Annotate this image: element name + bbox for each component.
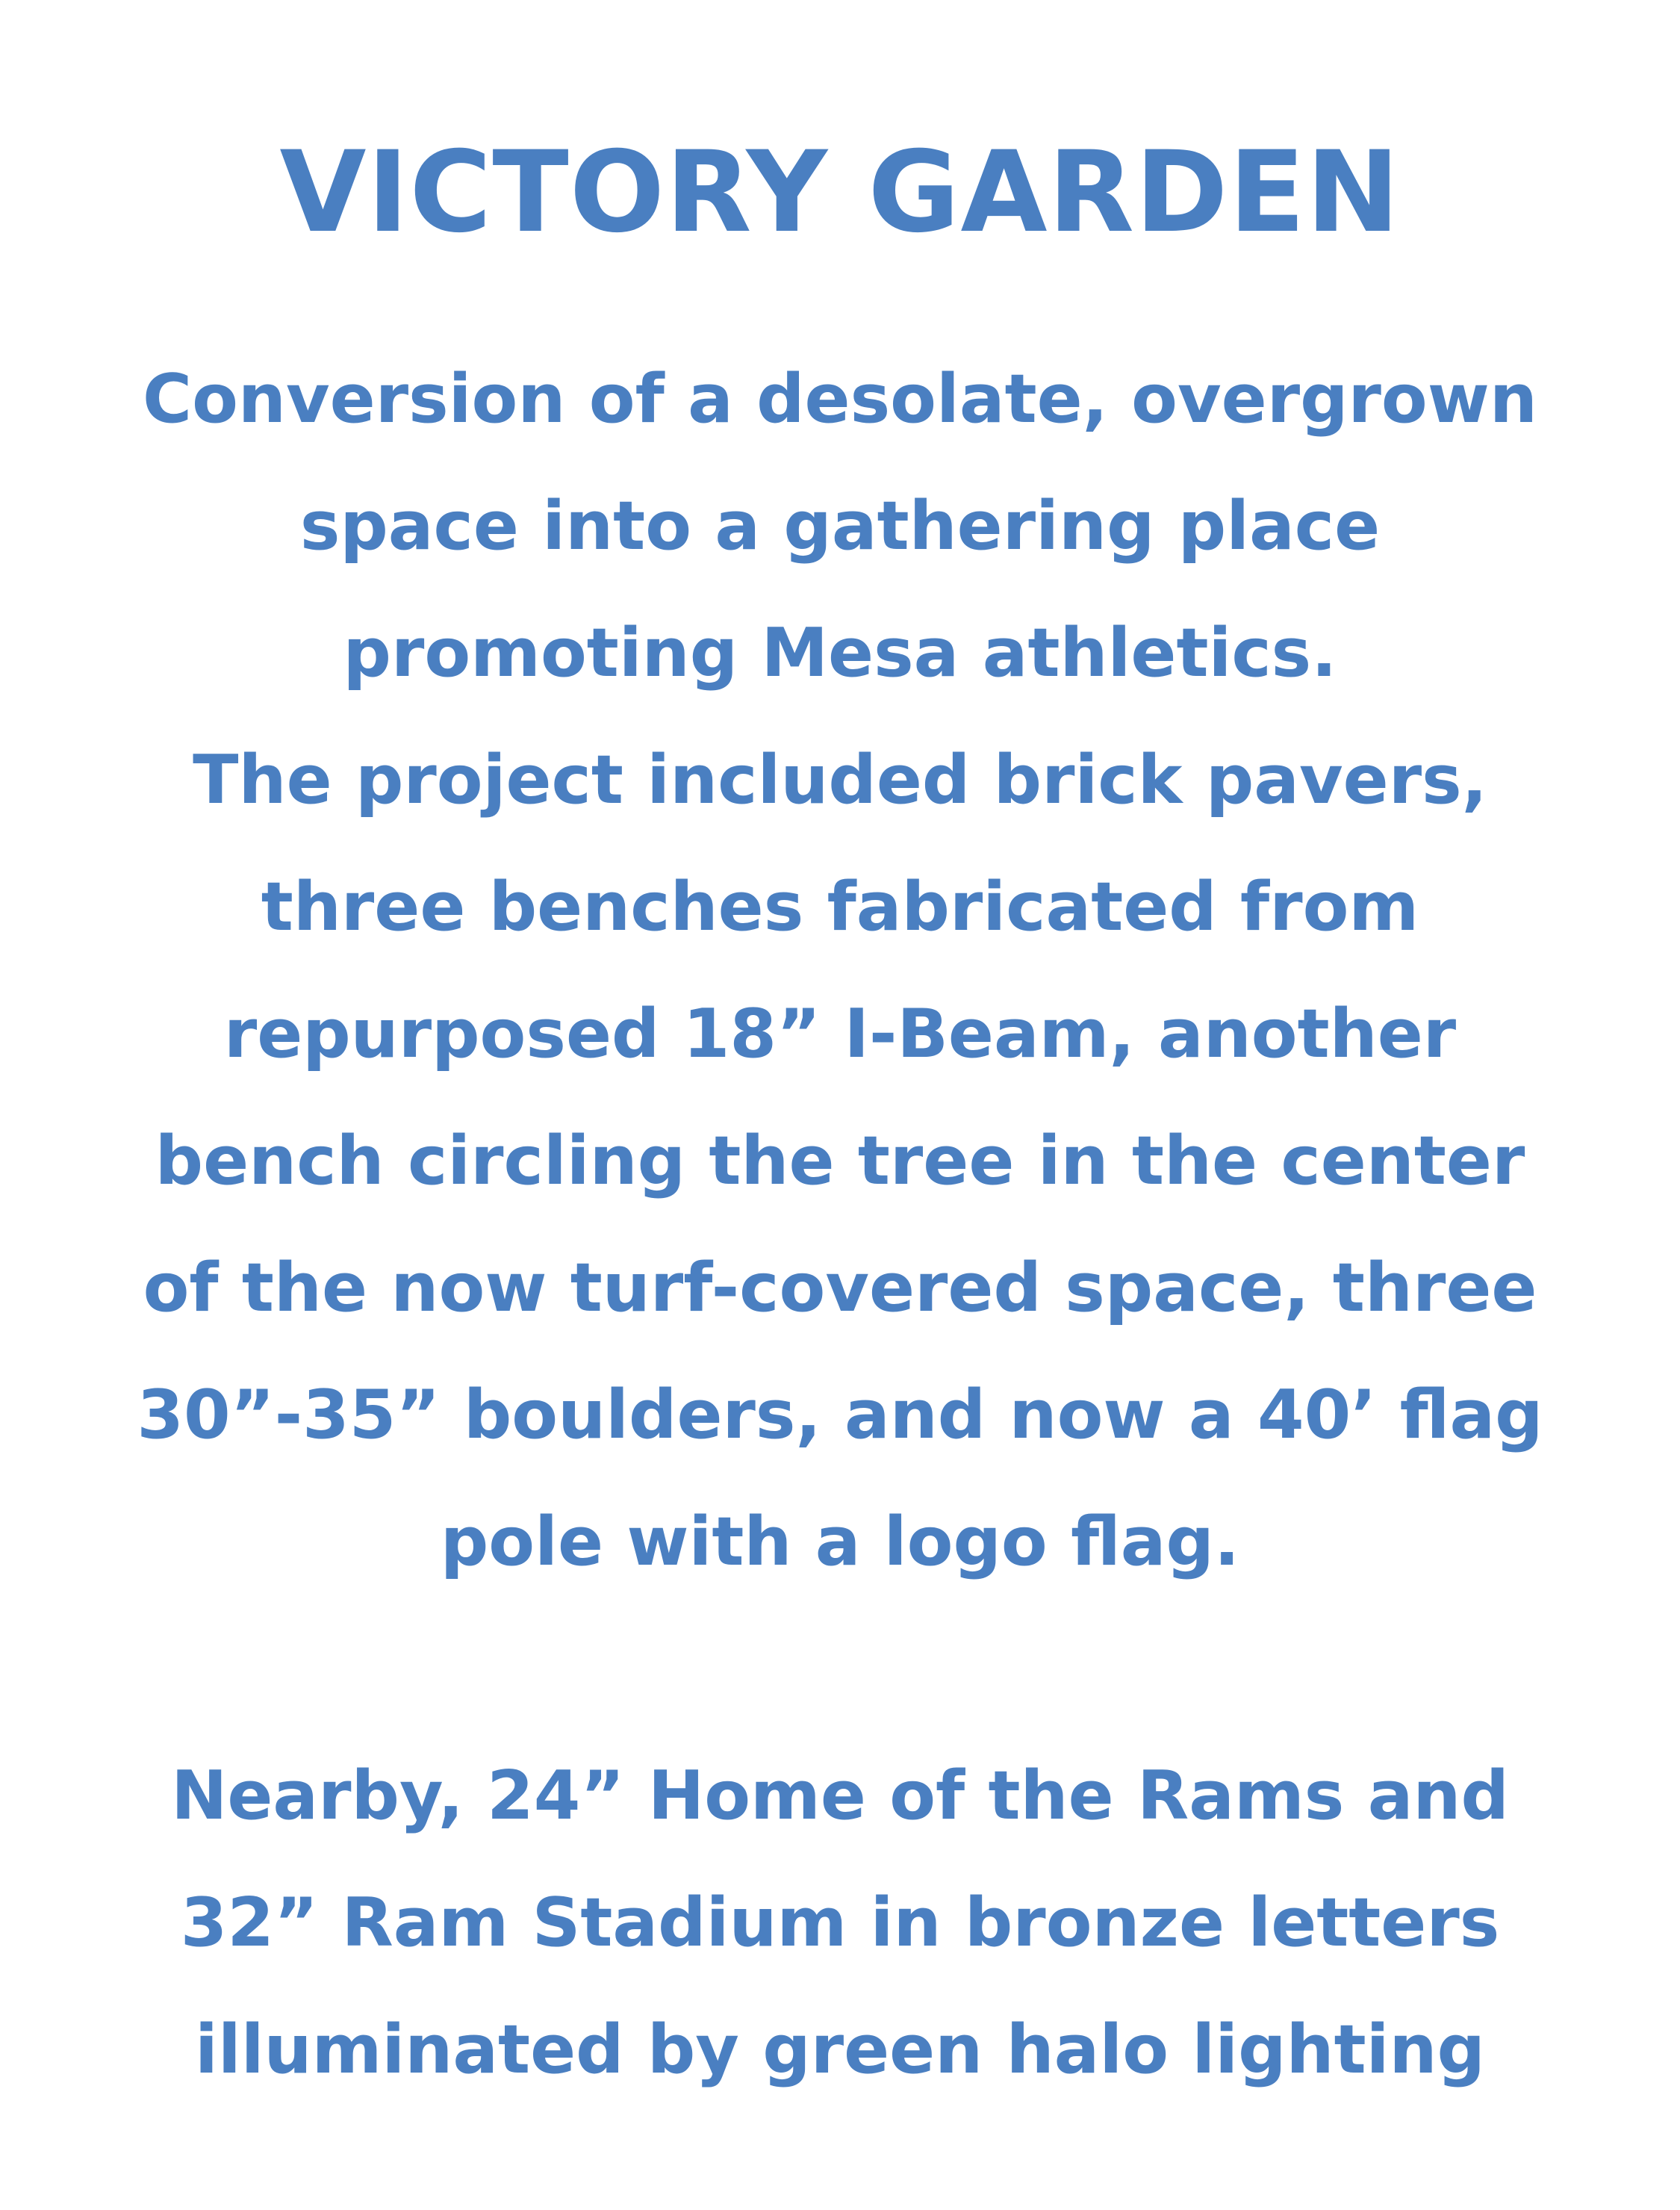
paragraph-2-line-7: pole with a logo flag.: [440, 1503, 1240, 1581]
paragraph-1-line-1: Conversion of a desolate, overgrown: [143, 360, 1537, 438]
paragraph-1-line-2: space into a gathering place: [299, 487, 1381, 565]
paragraph-1-line-3: promoting Mesa athletics.: [343, 614, 1337, 692]
paragraph-2-line-6: 30”-35” boulders, and now a 40’ flag: [137, 1376, 1543, 1454]
page-title: VICTORY GARDEN: [279, 128, 1401, 258]
paragraph-2-line-2: three benches fabricated from: [261, 868, 1419, 946]
paragraph-3-line-2: 32” Ram Stadium in bronze letters: [180, 1884, 1500, 1962]
paragraph-2-line-4: bench circling the tree in the center: [155, 1122, 1525, 1200]
document-body: [0, 336, 1680, 2114]
paragraph-3-line-1: Nearby, 24” Home of the Rams and: [171, 1757, 1509, 1835]
paragraph-spacer: [0, 1606, 1680, 1733]
paragraph-2-line-5: of the now turf-covered space, three: [143, 1249, 1537, 1327]
paragraph-2-line-1: The project included brick pavers,: [193, 741, 1487, 819]
paragraph-2-line-3: repurposed 18” I-Beam, another: [223, 995, 1457, 1073]
paragraph-3-line-3: illuminated by green halo lighting: [195, 2011, 1485, 2089]
